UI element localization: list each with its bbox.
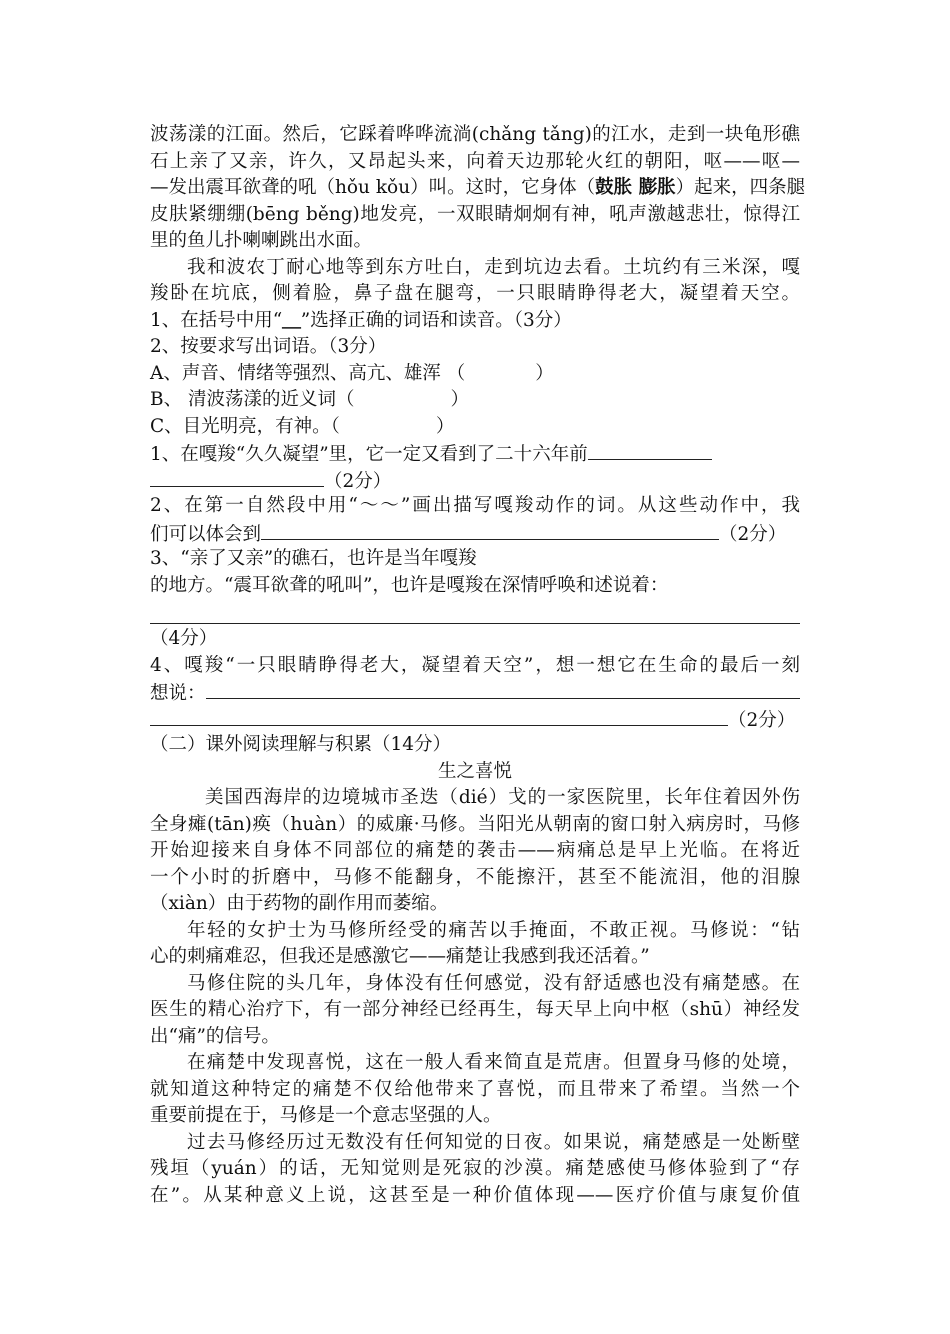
passage-line: 石上亲了又亲，许久，又昂起头来，向着天边那轮火红的朝阳，呕——呕— [150,150,800,172]
article-line: 过去马修经历过无数没有任何知觉的日夜。如果说，痛楚感是一处断壁 [187,1131,800,1153]
reading-question-2-cont: 们可以体会到 （2分） [150,520,800,547]
article-line: 在痛楚中发现喜悦，这在一般人看来简直是荒唐。但置身马修的处境， [187,1052,800,1073]
reading-question-1: 1、在嘎羧“久久凝望”里，它一定又看到了二十六年前 [150,440,800,467]
passage-line: 我和波农丁耐心地等到东方吐白，走到坑边去看。土坑约有三米深，嘎 [187,256,800,278]
word-choice-bold: 鼓胀 膨胀 [595,177,676,198]
question-2c: C、目光明亮，有神。（ ） [150,415,455,437]
article-line: 心的刺痛难忍，但我还是感激它——痛楚让我感到我还活着。” [150,946,650,967]
passage-text: —发出震耳欲聋的吼（hǒu kǒu）叫。这时，它身体（ [150,177,596,198]
reading-question-4: 4、嘎羧“一只眼睛睁得老大，凝望着天空”，想一想它在生命的最后一刻 [150,654,800,676]
reading-question-2: 2、在第一自然段中用“～～”画出描写嘎羧动作的词。从这些动作中，我 [150,495,800,516]
question-2: 2、按要求写出词语。（3分） [150,336,387,357]
passage-line: 皮肤紧绷绷(bēng běng)地发亮，一双眼睛炯炯有神，吼声激越悲壮，惊得江 [150,203,800,225]
passage-text: ）起来，四条腿 [675,177,806,198]
article-line: 就知道这种特定的痛楚不仅给他带来了喜悦，而且带来了希望。当然一个 [150,1078,800,1100]
article-line: 马修住院的头几年，身体没有任何感觉，没有舒适感也没有痛楚感。在 [187,972,800,994]
article-line: 年轻的女护士为马修所经受的痛苦以手掩面，不敢正视。马修说：“钻 [187,919,800,941]
question-2a: A、声音、情绪等强烈、高亢、雄浑 （ ） [150,362,554,384]
reading-question-4-cont: 想说： [150,679,800,706]
passage-line: 波荡漾的江面。然后，它踩着哗哗流淌(chǎng tǎng)的江水，走到一块龟形礁 [150,124,800,145]
score-label: （4分） [150,628,218,649]
article-line: 重要前提在于，马修是一个意志坚强的人。 [150,1105,502,1126]
passage-line: 羧卧在坑底，侧着脸，鼻子盘在腿弯，一只眼睛睁得老大，凝望着天空。 [150,283,800,304]
article-title: 生之喜悦 [437,760,512,782]
reading-question-3: 3、“亲了又亲”的礁石，也许是当年嘎羧 [150,548,477,569]
exam-page [150,122,806,1209]
article-line: 开始迎接来自身体不同部位的痛楚的袭击——病痛总是早上光临。在将近 [150,840,800,861]
article-line: （xiàn）由于药物的副作用而萎缩。 [150,893,449,914]
answer-blank[interactable] [588,440,712,460]
article-line: 美国西海岸的边境城市圣迭（dié）戈的一家医院里，长年住着因外伤 [205,787,800,808]
answer-line[interactable] [150,599,800,624]
section-heading: （二）课外阅读理解与积累（14分） [150,734,452,755]
question-1: 1、在括号中用“＿”选择正确的词语和读音。（3分） [150,309,572,331]
answer-blank[interactable] [261,520,719,540]
article-line: 在”。从某种意义上说，这甚至是一种价值体现——医疗价值与康复价值 [150,1184,800,1206]
answer-blank[interactable] [150,467,324,487]
reading-question-3-cont: 的地方。“震耳欲聋的吼叫”，也许是嘎羧在深情呼唤和述说着： [150,574,669,596]
article-line: 残垣（yuán）的话，无知觉则是死寂的沙漠。痛楚感使马修体验到了“存 [150,1158,800,1179]
article-line: 一个小时的折磨中，马修不能翻身，不能擦汗，甚至不能流泪，他的泪腺 [150,866,800,888]
article-line: 出“痛”的信号。 [150,1025,280,1047]
reading-question-4-line2: （2分） [150,706,800,733]
article-line: 医生的精心治疗下，有一部分神经已经再生，每天早上向中枢（shū）神经发 [150,999,800,1020]
reading-question-1-cont: （2分） [150,467,800,494]
passage-line: 里的鱼儿扑喇喇跳出水面。 [150,230,373,251]
question-2b: B、 清波荡漾的近义词（ ） [150,389,469,410]
answer-blank[interactable] [206,679,800,699]
article-line: 全身瘫(tān)痪（huàn）的威廉·马修。当阳光从朝南的窗口射入病房时，马修 [150,813,800,835]
passage-line [150,175,806,202]
answer-blank[interactable] [150,706,728,726]
